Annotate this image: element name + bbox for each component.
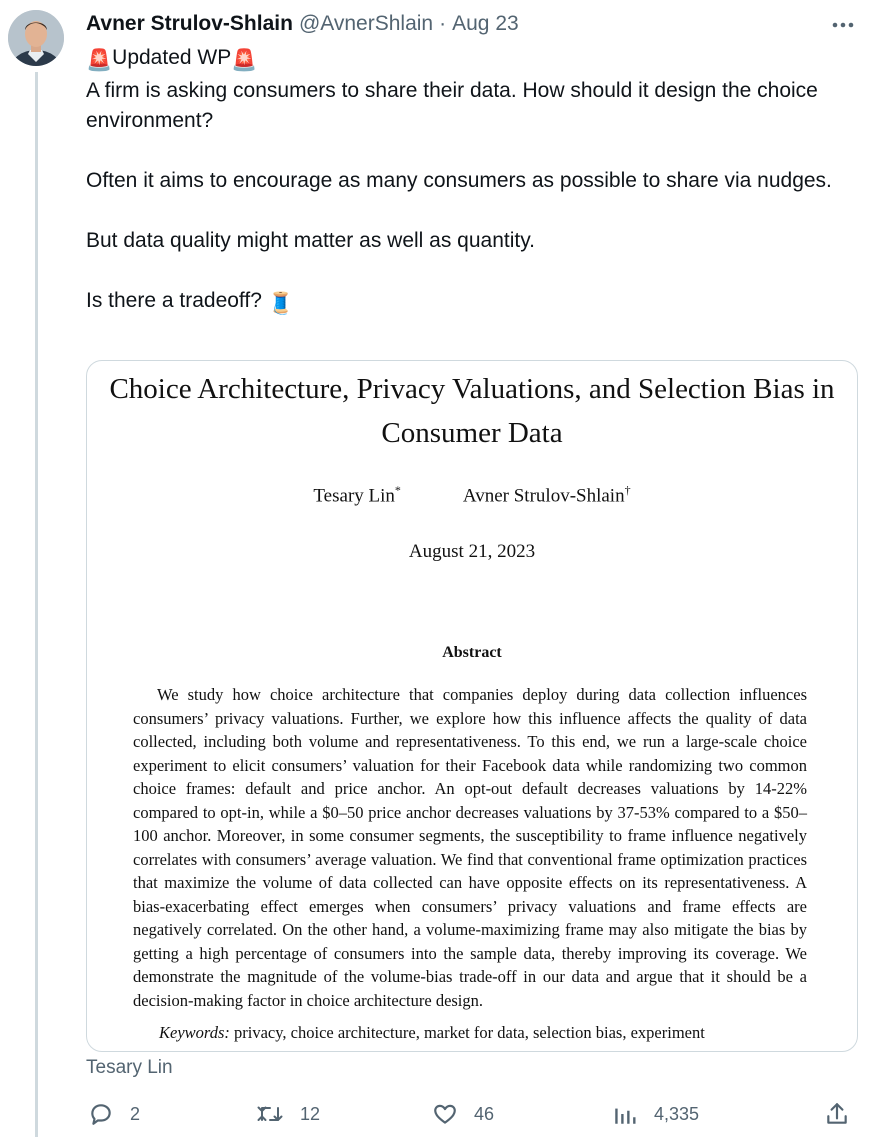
- tweet-paragraph-4: [86, 286, 846, 319]
- keywords-list: privacy, choice architecture, market for data, selection bias, experiment: [234, 1023, 705, 1042]
- paper-title: Choice Architecture, Privacy Valuations, and Selection Bias in Consumer Data: [109, 373, 835, 449]
- paper-author-2: Avner Strulov-Shlain: [462, 485, 625, 507]
- image-attribution[interactable]: Tesary Lin: [86, 1057, 173, 1078]
- paper-author-1-mark: *: [394, 483, 401, 497]
- tradeoff-question: Is there a tradeoff?: [86, 289, 262, 312]
- separator-dot: ·: [439, 12, 447, 35]
- repost-count: 12: [300, 1103, 321, 1124]
- avatar[interactable]: [8, 10, 64, 66]
- tweet-text: [86, 43, 846, 349]
- paper-author-1: Tesary Lin: [313, 485, 395, 507]
- paper-date: August 21, 2023: [408, 541, 536, 562]
- author-name[interactable]: Avner Strulov-Shlain: [86, 12, 293, 35]
- avatar-photo: [8, 10, 64, 66]
- repost-arrows-icon: [256, 1101, 284, 1127]
- heart-icon: [432, 1101, 458, 1127]
- abstract-text: We study how choice architecture that companies deploy during data collection influences consumers’ privacy valuations. Further, we explore how this influence affects the quality of data collected, including both volume and representativeness. To this end, we run a large-scale choice experiment to elicit consumers’ valuation for their Facebook data while randomizing two common choice frames: default and price anchor. An opt-out default decreases valuations by 14-22% compared to opt-in, while a $0–50 price anchor decreases valuations by 37-53% compared to a $50–100 anchor. Moreover, in some consumer segments, the susceptibility to frame influence negatively correlates with consumers’ average valuation. We find that conventional frame optimization practices that maximize the volume of data collected can have opposite effects on its representativeness. A bias-exacerbating effect emerges when consumers’ privacy valuations and frame effects are negatively correlated. On the other hand, a volume-maximizing frame may also mitigate the bias by getting a high percentage of consumers into the sample data, thereby improving its coverage. We demonstrate the magnitude of the volume-bias trade-off in our data and argue that it should be a decision-making factor in choice architecture design.: [133, 685, 807, 1010]
- views-bars-icon: [612, 1101, 638, 1127]
- share-upload-icon: [824, 1101, 850, 1127]
- repost-button[interactable]: [256, 1098, 320, 1130]
- abstract-heading: Abstract: [442, 644, 502, 661]
- reply-bubble-icon: [88, 1101, 114, 1127]
- tweet-paragraph-1: A firm is asking consumers to share their data. How should it design the choice environment?: [86, 79, 818, 132]
- tweet-paragraph-2: Often it aims to encourage as many consumers as possible to share via nudges.: [86, 169, 832, 192]
- like-button[interactable]: [432, 1098, 494, 1130]
- more-dots-icon[interactable]: [830, 14, 856, 36]
- siren-emoji-right: 🚨: [231, 49, 258, 72]
- tweet-date[interactable]: Aug 23: [452, 12, 519, 35]
- reply-count: 2: [130, 1103, 141, 1124]
- siren-emoji-left: 🚨: [86, 49, 113, 72]
- paper-keywords: [159, 1023, 819, 1043]
- tweet-header: [86, 10, 519, 38]
- tweet-headline: [86, 43, 846, 76]
- like-count: 46: [474, 1103, 495, 1124]
- paper-image[interactable]: [86, 360, 858, 1052]
- headline-text: Updated WP: [112, 46, 232, 69]
- author-handle[interactable]: @AvnerShlain: [298, 12, 434, 35]
- paper-authors: [87, 483, 857, 507]
- paper-author-2-mark: †: [624, 483, 631, 497]
- keywords-label: Keywords:: [159, 1023, 230, 1042]
- views-count: 4,335: [654, 1103, 700, 1124]
- reply-button[interactable]: [88, 1098, 140, 1130]
- share-button[interactable]: [824, 1098, 850, 1130]
- thread-emoji: 🧵: [267, 292, 294, 315]
- action-bar: [86, 1098, 856, 1130]
- thread-line: [35, 72, 38, 1137]
- views-button[interactable]: [612, 1098, 699, 1130]
- tweet-paragraph-3: But data quality might matter as well as quantity.: [86, 229, 535, 252]
